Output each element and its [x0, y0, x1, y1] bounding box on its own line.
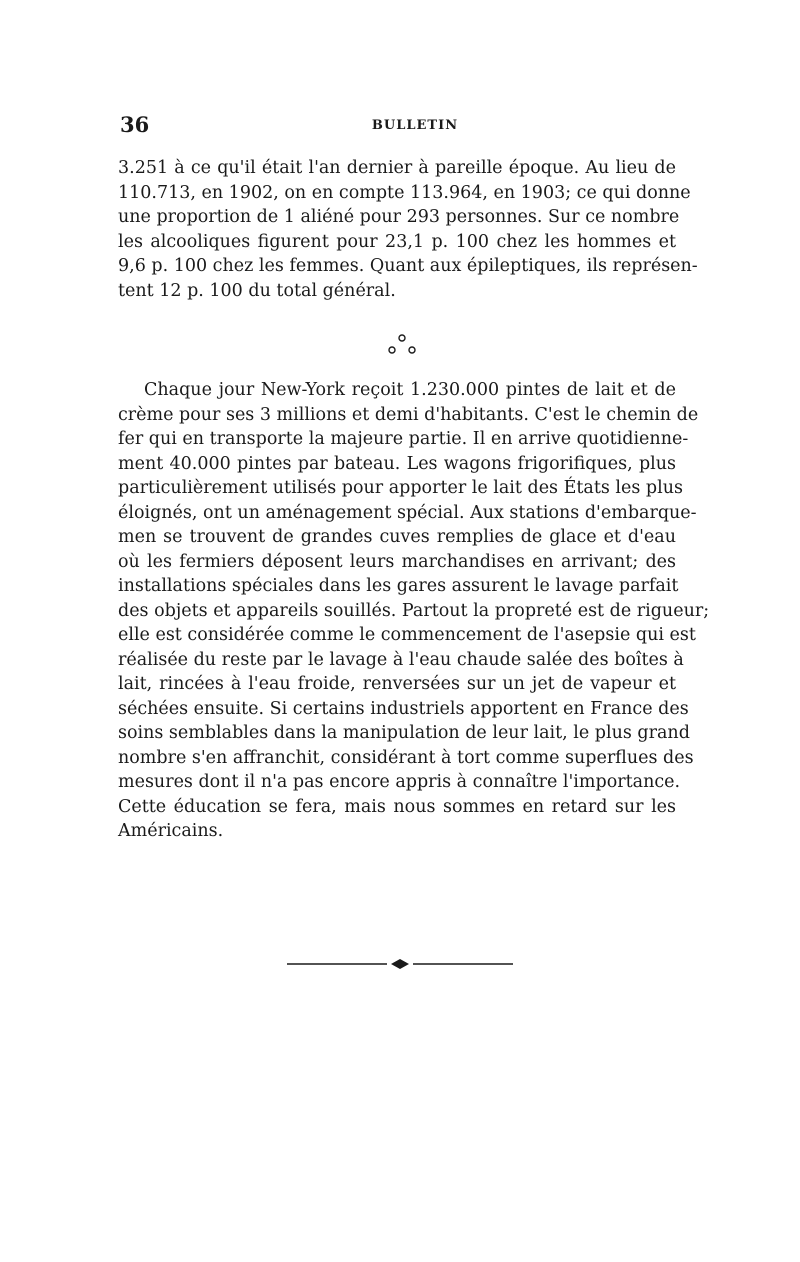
- text-line: où les fermiers déposent leurs marchandises en arrivant; des: [118, 551, 676, 572]
- text-line: fer qui en transporte la majeure partie. Il en arrive quotidienne-: [118, 429, 689, 449]
- text-line: Chaque jour New-York reçoit 1.230.000 pintes de lait et de: [144, 380, 676, 400]
- text-line: crème pour ses 3 millions et demi d'habitants. C'est le chemin de: [118, 404, 699, 425]
- text-line: particulièrement utilisés pour apporter le lait des États les plus: [118, 478, 683, 498]
- text-line: lait, rincées à l'eau froide, renversées sur un jet de vapeur et: [118, 674, 676, 694]
- text-line: des objets et appareils souillés. Partout la propreté est de rigueur;: [118, 600, 710, 621]
- text-line: réalisée du reste par le lavage à l'eau chaude salée des boîtes à: [118, 649, 684, 670]
- text-line: mesures dont il n'a pas encore appris à connaître l'importance.: [118, 772, 681, 792]
- text-line: Américains.: [118, 821, 224, 841]
- asterism-icon: [380, 330, 424, 360]
- text-line: éloignés, ont un aménagement spécial. Aux stations d'embarque-: [118, 502, 697, 523]
- text-line: elle est considérée comme le commencement de l'asepsie qui est: [118, 625, 696, 645]
- text-line: séchées ensuite. Si certains industriels apportent en France des: [118, 698, 689, 719]
- text-line: 3.251 à ce qu'il était l'an dernier à pareille époque. Au lieu de: [118, 158, 676, 178]
- text-line: nombre s'en affranchit, considérant à tort comme superflues des: [118, 747, 694, 768]
- text-line: 9,6 p. 100 chez les femmes. Quant aux épileptiques, ils représen-: [118, 256, 698, 276]
- text-line: 110.713, en 1902, on en compte 113.964, en 1903; ce qui donne: [118, 182, 691, 203]
- paragraph-new-york-milk: [118, 378, 710, 844]
- text-line: installations spéciales dans les gares assurent le lavage parfait: [118, 576, 679, 596]
- text-line: tent 12 p. 100 du total général.: [118, 280, 396, 301]
- text-line: une proportion de 1 aliéné pour 293 personnes. Sur ce nombre: [118, 207, 680, 227]
- page-number: 36: [120, 112, 150, 137]
- paragraph-alienes: [118, 156, 698, 303]
- running-head: BULLETIN: [371, 118, 459, 133]
- text-line: Cette éducation se fera, mais nous sommes en retard sur les: [118, 796, 676, 817]
- tailpiece-ornament-icon: [283, 955, 517, 973]
- text-line: men se trouvent de grandes cuves remplies de glace et d'eau: [118, 527, 676, 547]
- text-line: les alcooliques figurent pour 23,1 p. 100 chez les hommes et: [118, 231, 676, 252]
- text-line: ment 40.000 pintes par bateau. Les wagons frigorifiques, plus: [118, 453, 676, 474]
- text-line: soins semblables dans la manipulation de leur lait, le plus grand: [118, 723, 690, 743]
